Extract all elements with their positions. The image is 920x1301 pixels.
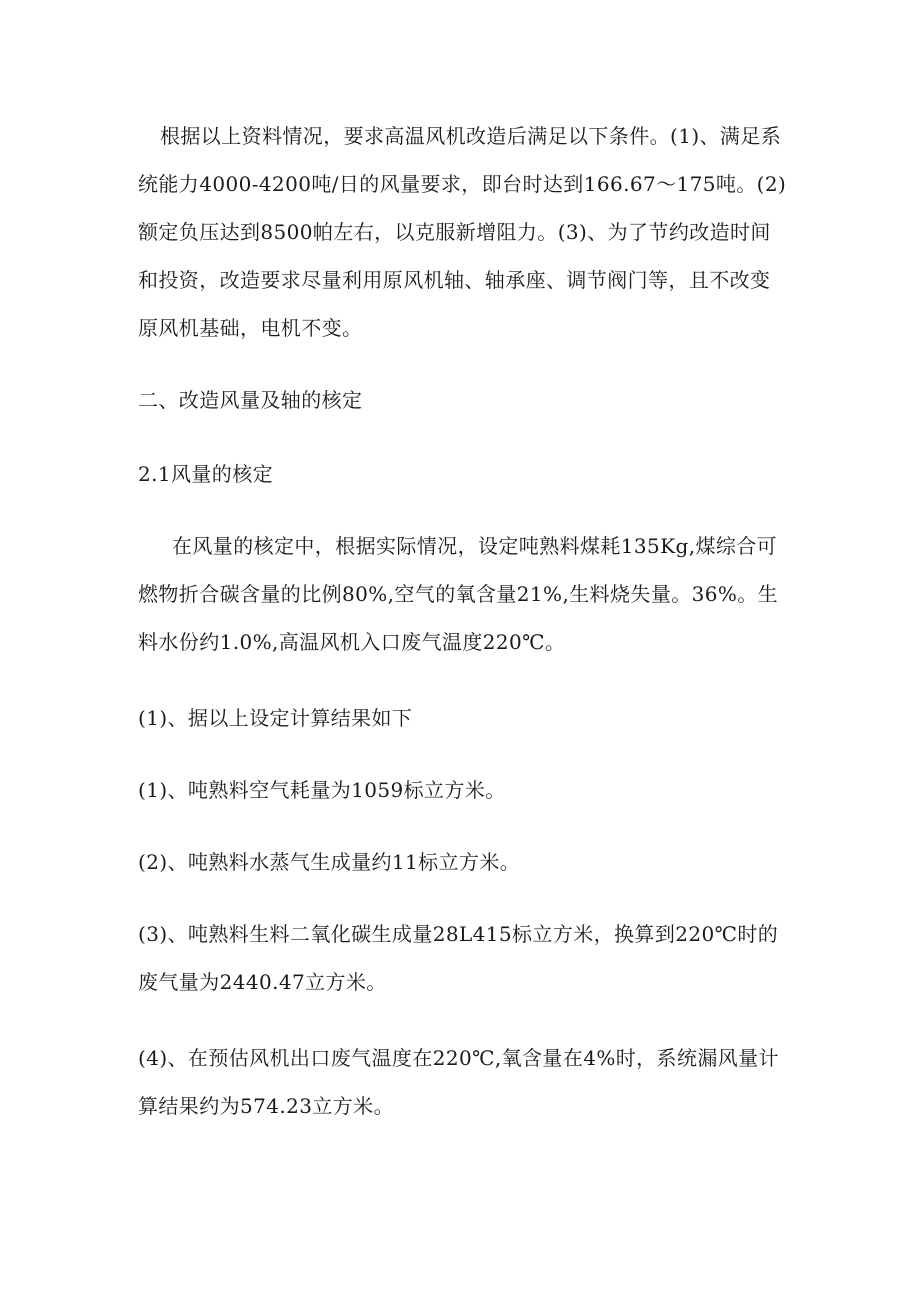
- section-heading: 二、改造风量及轴的核定: [138, 388, 363, 412]
- list-intro: (1)、据以上设定计算结果如下: [138, 706, 413, 730]
- list-item-air: (1)、吨熟料空气耗量为1059标立方米。: [138, 778, 506, 802]
- list-item-steam: (2)、吨熟料水蒸气生成量约11标立方米。: [138, 850, 521, 874]
- list-item-co2: (3)、吨熟料生料二氧化碳生成量28L415标立方米，换算到220℃时的废气量为2440.47立方米。: [138, 922, 779, 994]
- paragraph-requirements: 根据以上资料情况，要求高温风机改造后满足以下条件。(1)、满足系统能力4000-4200吨/日的风量要求，即台时达到166.67～175吨。(2)额定负压达到8500帕左右，以克服新增阻力。(3)、为了节约改造时间和投资，改造要求尽量利用原风机轴、轴承座、调节阀门等，且不改变原风机基础，电机不变。: [138, 124, 787, 340]
- list-item-leakage: (4)、在预估风机出口废气温度在220℃,氧含量在4%时，系统漏风量计算结果约为574.23立方米。: [138, 1046, 779, 1118]
- subsection-heading: 2.1风量的核定: [138, 462, 274, 486]
- paragraph-assumptions: 在风量的核定中，根据实际情况，设定吨熟料煤耗135Kg,煤综合可燃物折合碳含量的比例80%,空气的氧含量21%,生料烧失量。36%。生料水份约1.0%,高温风机入口废气温度220℃。: [138, 534, 779, 654]
